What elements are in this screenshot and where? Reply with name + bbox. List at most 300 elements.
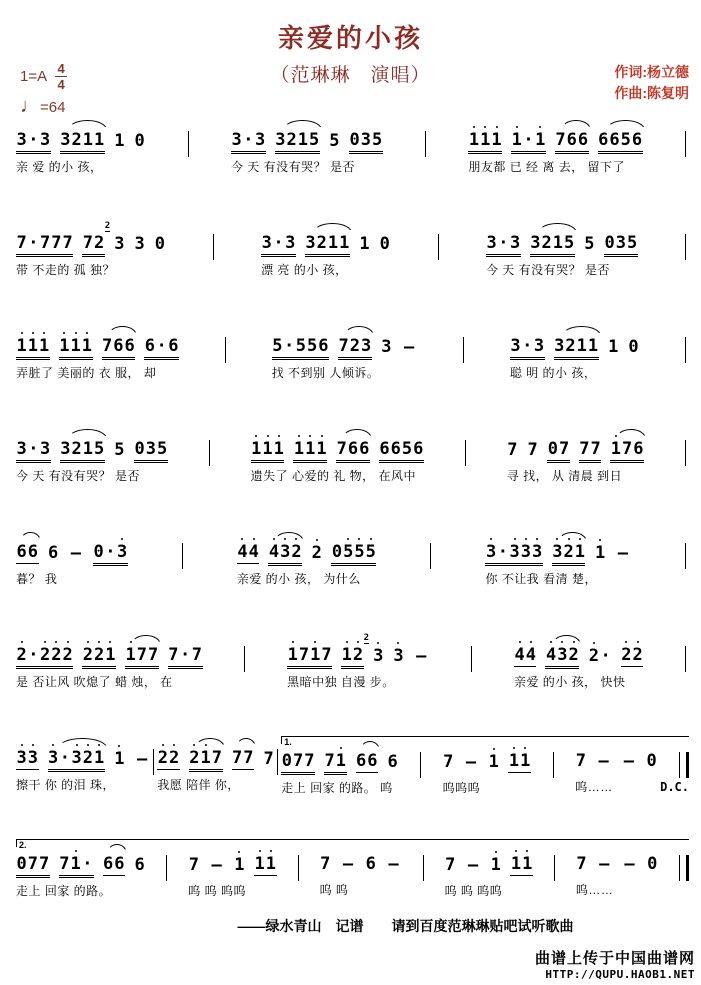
note-digit: 7: [590, 439, 601, 459]
note-digit: 3: [305, 233, 316, 253]
score-system: [16, 322, 689, 384]
note-digit: 5: [584, 234, 595, 254]
note-digit: 3: [532, 544, 542, 561]
note-digit: 7: [320, 854, 331, 874]
slur-arc: [606, 120, 645, 130]
note-group: [287, 647, 332, 667]
note-digit: 1: [82, 439, 93, 459]
lyric-line: 是 否让风 吹熄了 蜡 烛， 在: [16, 675, 173, 689]
octave-dot: [513, 747, 515, 749]
note-group: [68, 545, 84, 564]
lyric-line: 寻 找， 从 清晨 到日: [506, 469, 623, 483]
note-group: [134, 751, 150, 770]
augmentation-dot: ·: [28, 233, 39, 253]
note-digit: 3: [40, 439, 51, 459]
note-dash: –: [388, 854, 399, 874]
note-digit: 6: [318, 336, 329, 356]
note-group: [379, 441, 424, 461]
measure: [16, 631, 203, 690]
site-name: 曲谱上传于中国曲谱网: [534, 950, 695, 967]
note-group: [594, 545, 605, 564]
note-group: [114, 751, 125, 770]
octave-dot: [87, 641, 89, 643]
note-group: [621, 647, 644, 667]
barline: [420, 752, 421, 778]
octave-dot: [321, 435, 323, 437]
lyric-line: 亲爱 的小 孩， 快快: [513, 675, 626, 689]
score-system: [16, 528, 689, 590]
note-group: [576, 856, 587, 875]
note-digit: 1: [39, 338, 49, 355]
note-digit: 1: [535, 132, 545, 149]
note-digit: 1: [608, 337, 619, 357]
measure: [16, 322, 179, 381]
augmentation-dot: ·: [522, 336, 533, 356]
note-digit: 7: [136, 645, 147, 665]
note-digit: 2: [312, 545, 322, 562]
note-group: [311, 545, 322, 564]
octave-dot: [267, 435, 269, 437]
note-digit: 7: [102, 336, 113, 356]
lyricist-credit: 作词:杨立德: [614, 64, 689, 80]
notes-row: [16, 116, 145, 152]
note-group: [16, 338, 50, 358]
note-group: [628, 339, 639, 358]
octave-dot: [87, 744, 89, 746]
measure: [237, 528, 377, 587]
ending-group: [16, 839, 689, 899]
note-group: [189, 750, 223, 770]
note-digit: 3: [533, 336, 545, 356]
note-digit: 1: [266, 856, 276, 873]
note-digit: 6: [114, 854, 125, 874]
note-dash: –: [342, 854, 354, 874]
octave-dot: [530, 641, 532, 643]
note-group: [463, 754, 479, 773]
note-digit: 7: [59, 854, 70, 874]
note-group: [93, 544, 128, 564]
note-digit: 7: [27, 854, 38, 874]
note-group: [510, 856, 533, 876]
augmentation-dot: ·: [28, 130, 39, 150]
measure: [576, 840, 658, 898]
note-group: [510, 338, 545, 358]
note-group: [60, 132, 105, 152]
octave-dot: [75, 850, 77, 852]
note-group: [209, 857, 225, 876]
note-digit: 3: [360, 336, 372, 356]
note-digit: 1: [274, 441, 284, 458]
note-digit: 2: [563, 544, 573, 561]
note-group: [340, 856, 356, 875]
octave-dot: [526, 850, 528, 852]
note-digit: 3: [280, 544, 290, 561]
note-digit: 0: [154, 234, 165, 254]
lyric-line: 呜 呜 呜呜: [188, 884, 246, 898]
note-digit: 2: [94, 233, 105, 253]
octave-dot: [484, 126, 486, 128]
note-group: [610, 441, 644, 461]
notes-row: [188, 840, 276, 876]
note-digit: 3: [360, 130, 371, 150]
barline: [685, 646, 686, 672]
octave-dot: [357, 641, 359, 643]
measure: [231, 116, 383, 175]
barline: [166, 855, 167, 881]
octave-dot: [637, 641, 639, 643]
measure: [445, 840, 533, 899]
octave-dot: [615, 435, 617, 437]
note-digit: 0: [349, 130, 360, 150]
slur-arc: [108, 326, 138, 336]
lyric-line: 我愿 陪伴 你，: [157, 778, 240, 792]
note-group: [413, 648, 429, 667]
note-digit: 1: [297, 130, 308, 150]
note-digit: 7: [191, 645, 202, 665]
measure: [443, 737, 531, 796]
note-digit: 1: [262, 441, 272, 458]
slur-arc: [283, 120, 322, 130]
note-group: [485, 544, 542, 564]
note-digit: 2: [349, 336, 360, 356]
measure: [507, 425, 644, 484]
note-digit: 2: [286, 130, 297, 150]
note-digit: 1: [82, 338, 92, 355]
augmentation-dot: ·: [600, 646, 611, 666]
note-digit: 7: [443, 752, 454, 772]
slur-arc: [20, 532, 40, 542]
lyric-line: 擦干 你 的泪 珠，: [16, 778, 116, 792]
note-group: [324, 753, 347, 773]
credits-block: [614, 62, 689, 104]
note-digit: 7: [263, 749, 274, 769]
slur-arc: [313, 223, 352, 233]
barline: [685, 234, 686, 260]
octave-dot: [173, 744, 175, 746]
note-group: [514, 647, 537, 667]
note-digit: 1: [59, 338, 69, 355]
note-digit: 2: [83, 647, 93, 664]
slur-arc: [538, 223, 577, 233]
note-digit: 5: [308, 130, 320, 150]
note-digit: 3: [510, 336, 521, 356]
note-group: [552, 544, 586, 564]
note-group: [530, 235, 575, 255]
note-digit: 6: [367, 751, 378, 771]
note-digit: 3: [615, 233, 626, 253]
note-digit: 5: [626, 233, 638, 253]
note-digit: 6: [577, 130, 589, 150]
measure: [468, 116, 642, 175]
note-digit: 6: [124, 336, 135, 356]
octave-dot: [599, 539, 601, 541]
note-dash: –: [624, 854, 635, 874]
note-group: [621, 856, 637, 875]
note-group: [465, 857, 481, 876]
notes-row: [272, 322, 418, 358]
augmentation-dot: ·: [283, 336, 295, 356]
notes-row: [443, 737, 531, 773]
barline: [225, 337, 226, 363]
note-group: [232, 750, 255, 770]
note-group: [82, 235, 105, 255]
slur-arc: [342, 429, 372, 439]
note-group: [579, 441, 602, 461]
octave-dot: [515, 850, 517, 852]
note-group: [254, 856, 277, 876]
note-digit: 5: [295, 336, 306, 356]
note-digit: 5: [272, 336, 283, 356]
note-digit: 0: [628, 337, 639, 357]
measure: [157, 734, 274, 793]
slur-arc: [562, 326, 601, 336]
transcriber-line: ——绿水青山 记谱 请到百度范琳琳贴吧试听歌曲: [237, 918, 574, 934]
note-digit: 5: [114, 440, 125, 460]
note-digit: 6: [365, 854, 376, 874]
note-digit: 4: [526, 647, 536, 664]
note-digit: 3: [134, 234, 145, 254]
augmentation-dot: ·: [59, 748, 70, 768]
note-digit: 5: [366, 544, 376, 561]
note-digit: 6: [168, 336, 179, 356]
tempo-marking: [20, 95, 67, 118]
note-digit: 5: [94, 439, 105, 459]
note-digit: 1: [71, 338, 81, 355]
note-digit: 1: [576, 336, 587, 356]
lyric-line: 黑暗中独 自漫 步。: [287, 675, 395, 689]
octave-dot: [568, 538, 570, 540]
augmentation-dot: ·: [28, 439, 39, 459]
note-digit: 6: [134, 855, 145, 875]
octave-dot: [573, 641, 575, 643]
notes-row: [287, 631, 429, 667]
note-group: [16, 856, 50, 876]
note-group: [231, 132, 266, 152]
note-digit: 2: [353, 647, 363, 664]
note-digit: 3: [381, 337, 392, 357]
note-digit: 7: [298, 645, 310, 665]
lyric-line: 走上 回家 的路。 呜: [281, 781, 393, 795]
lyric-line: 你 不让我 看清 楚，: [485, 572, 597, 586]
note-digit: 6: [48, 543, 59, 563]
notes-row: [16, 734, 150, 770]
lyric-line: 呜 呜: [319, 883, 349, 897]
slur-arc: [616, 429, 646, 439]
note-group: [125, 647, 159, 667]
octave-dot: [625, 641, 627, 643]
augmentation-dot: ·: [523, 130, 534, 150]
slur-arc: [552, 635, 582, 645]
note-digit: 2: [189, 750, 199, 767]
note-group: [134, 441, 168, 461]
note-digit: 6: [359, 439, 370, 459]
octave-dot: [514, 538, 516, 540]
octave-dot: [473, 126, 475, 128]
note-group: [275, 132, 320, 152]
barline: [298, 855, 299, 881]
note-group: [60, 441, 105, 461]
octave-dot: [539, 126, 541, 128]
note-digit: 1: [82, 130, 93, 150]
measure: [188, 840, 276, 899]
note-digit: 2: [94, 647, 104, 664]
note-dash: –: [599, 854, 610, 874]
notes-row: [16, 425, 168, 461]
note-digit: 1: [327, 233, 339, 253]
composer-credit: 作曲:陈复明: [614, 85, 689, 101]
note-digit: 1: [288, 647, 298, 664]
note-group: [272, 338, 329, 358]
time-bottom: 4: [57, 77, 65, 92]
note-digit: 0: [93, 542, 104, 562]
score: [16, 116, 689, 940]
octave-dot: [52, 744, 54, 746]
note-group: [443, 754, 454, 773]
note-group: [608, 339, 619, 358]
octave-dot: [98, 641, 100, 643]
note-group: [320, 856, 331, 875]
note-group: [507, 442, 518, 461]
notes-row: [576, 840, 658, 875]
note-digit: 3: [145, 439, 156, 459]
note-group: [188, 857, 199, 876]
note-digit: 7: [168, 645, 179, 665]
note-group: [527, 442, 538, 461]
note-group: [336, 441, 370, 461]
barline: [685, 337, 686, 363]
octave-dot: [44, 641, 46, 643]
note-digit: 1: [105, 647, 115, 664]
note-group: [293, 441, 327, 461]
octave-dot: [370, 538, 372, 540]
measure: [16, 528, 128, 587]
measure: [514, 631, 643, 690]
barline: [685, 440, 686, 466]
note-digit: 1: [71, 856, 81, 873]
note-digit: 3: [486, 544, 496, 561]
note-digit: 7: [579, 439, 590, 459]
note-group: [104, 221, 125, 255]
octave-dot: [21, 744, 23, 746]
augmentation-dot: ·: [273, 233, 284, 253]
note-digit: 5: [371, 130, 383, 150]
note-digit: 0: [647, 854, 658, 874]
lyric-line: 弄脏了 美丽的 衣 服， 却: [16, 366, 157, 380]
note-digit: 1: [251, 441, 261, 458]
slur-arc: [68, 120, 107, 130]
lyric-line: 今 天 有没有哭？ 是否: [230, 160, 355, 174]
note-digit: 3: [114, 234, 125, 254]
octave-dot: [255, 435, 257, 437]
octave-dot: [32, 744, 34, 746]
note-dash: –: [598, 751, 609, 771]
note-digit: 3: [60, 439, 71, 459]
note-digit: 7: [338, 336, 349, 356]
octave-dot: [121, 538, 123, 540]
note-digit: 6: [387, 752, 398, 772]
note-group: [621, 753, 637, 772]
slur-arc: [68, 429, 107, 439]
note-group: [356, 753, 379, 773]
notes-row: [468, 116, 642, 152]
note-group: [237, 544, 260, 564]
note-dash: –: [403, 337, 415, 357]
note-digit: 5: [620, 130, 631, 150]
lyric-line: 亲爱 的小 孩， 为什么: [236, 572, 361, 586]
slur-arc: [274, 532, 304, 542]
note-digit: 1: [294, 441, 304, 458]
score-system: [16, 425, 689, 487]
octave-dot: [270, 850, 272, 852]
note-digit: 6: [566, 130, 577, 150]
note-group: [511, 132, 546, 152]
note-digit: 2: [71, 439, 82, 459]
note-digit: 5: [329, 131, 340, 151]
note-digit: 6: [103, 854, 114, 874]
note-digit: 7: [51, 233, 62, 253]
note-digit: 0: [134, 439, 145, 459]
note-digit: 1: [611, 441, 621, 458]
octave-dot: [593, 642, 595, 644]
barline: [244, 646, 245, 672]
slur-arc: [107, 844, 127, 854]
measure: [16, 219, 166, 278]
note-digit: 7: [507, 440, 518, 460]
note-digit: 7: [304, 751, 315, 771]
octave-dot: [292, 641, 294, 643]
measure: [486, 219, 638, 278]
time-signature: [55, 62, 67, 91]
score-system: [16, 631, 689, 693]
note-digit: 1: [336, 753, 346, 770]
octave-dot: [525, 538, 527, 540]
notes-row: [16, 631, 203, 667]
note-digit: 0: [547, 439, 558, 459]
notes-row: [16, 840, 145, 876]
note-digit: 1: [342, 647, 352, 664]
octave-dot: [253, 538, 255, 540]
octave-dot: [130, 641, 132, 643]
note-digit: 3: [60, 130, 71, 150]
slur-arc: [58, 738, 107, 748]
score-system: [16, 734, 689, 796]
note-group: [486, 235, 521, 255]
note-group: [387, 754, 398, 773]
note-digit: 2: [565, 336, 576, 356]
note-digit: 3: [28, 750, 38, 767]
time-top: 4: [57, 61, 65, 76]
lyric-line: 呜……: [575, 883, 614, 897]
note-digit: 6: [413, 439, 424, 459]
note-digit: 3: [16, 439, 27, 459]
note-digit: 2: [589, 648, 599, 665]
ending-label: 2.: [19, 840, 27, 850]
slur-arc: [561, 120, 591, 130]
note-digit: 1: [469, 132, 479, 149]
barline: [471, 646, 472, 672]
note-digit: 6: [390, 439, 401, 459]
note-digit: 3: [393, 648, 403, 665]
note-group: [59, 338, 93, 358]
slur-arc: [195, 738, 225, 748]
note-digit: 1: [522, 856, 532, 873]
note-group: [251, 441, 285, 461]
lyric-line: 今 天 有没有哭？ 是否: [16, 469, 141, 483]
note-group: [490, 857, 501, 876]
note-digit: 2: [541, 233, 552, 253]
octave-dot: [496, 126, 498, 128]
note-digit: 2: [63, 647, 73, 664]
